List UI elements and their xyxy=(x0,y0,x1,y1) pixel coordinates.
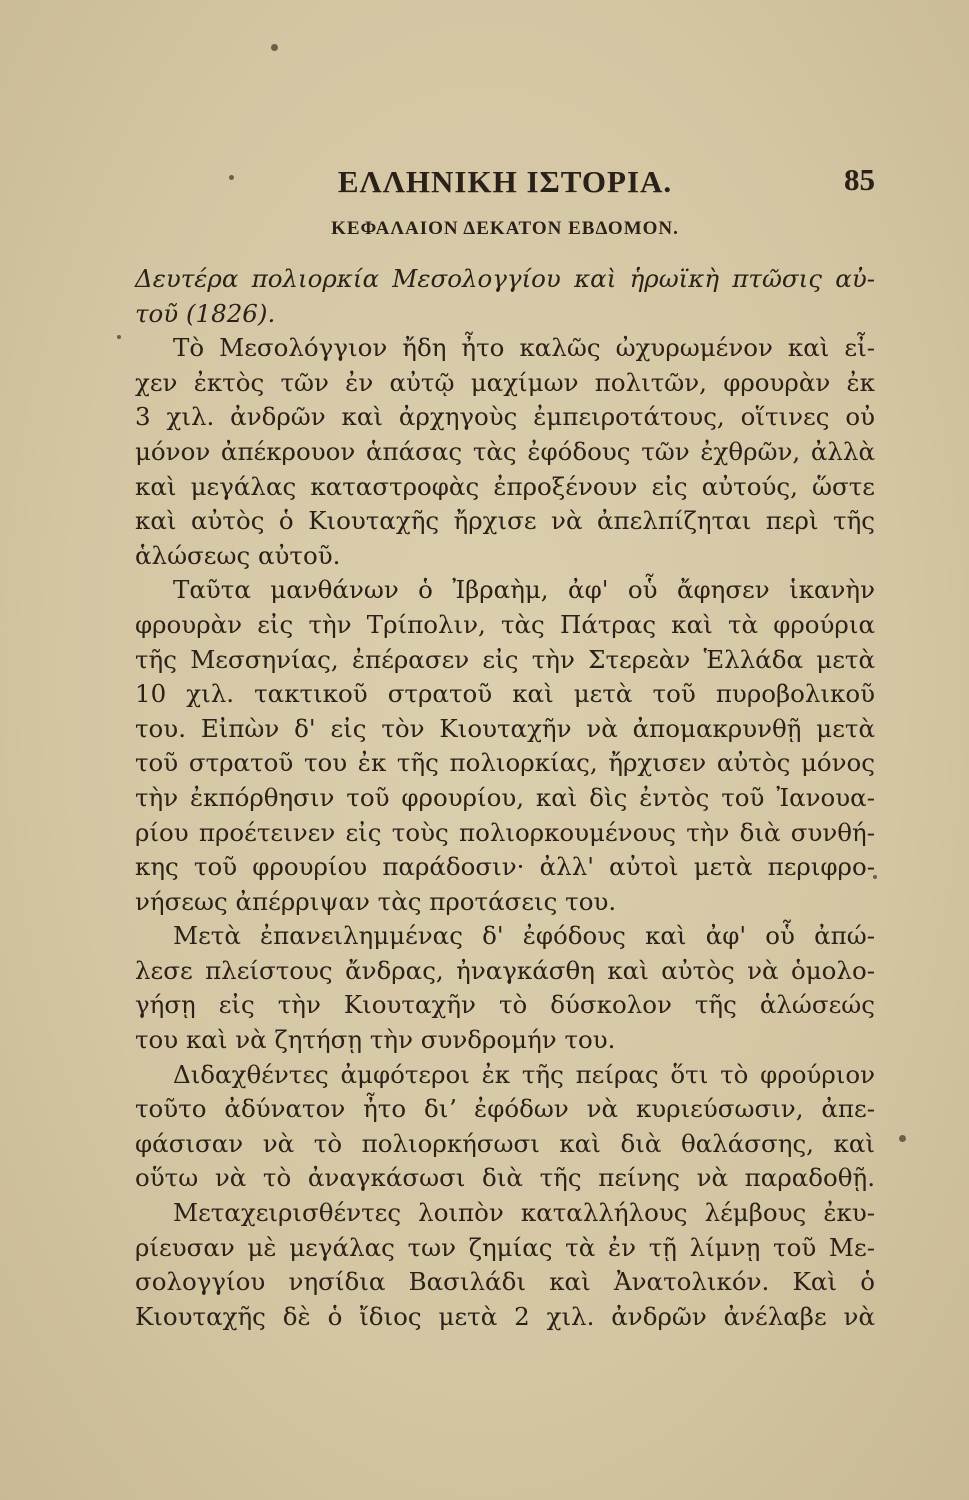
ink-speck xyxy=(271,44,278,51)
text-line: τοῦτο ἀδύνατον ἦτο διʼ ἐφόδων νὰ κυριεύσωσιν, ἀπε- xyxy=(135,1094,875,1124)
text-line: κης τοῦ φρουρίου παράδοσιν· ἀλλ' αὐτοὶ μετὰ περιφρο- xyxy=(135,852,875,882)
text-line: οὕτω νὰ τὸ ἀναγκάσωσι διὰ τῆς πείνης νὰ παραδοθῇ. xyxy=(135,1163,875,1193)
text-line: Διδαχθέντες ἀμφότεροι ἐκ τῆς πείρας ὅτι τὸ φρούριον xyxy=(173,1059,875,1089)
text-line: τὴν ἐκπόρθησιν τοῦ φρουρίου, καὶ δὶς ἐντὸς τοῦ Ἰανουα- xyxy=(135,782,875,812)
text-line: μόνον ἀπέκρουον ἁπάσας τὰς ἐφόδους τῶν ἐχθρῶν, ἀλλὰ xyxy=(135,436,875,466)
text-line: τῆς Μεσσηνίας, ἐπέρασεν εἰς τὴν Στερεὰν Ἑλλάδα μετὰ xyxy=(135,644,875,674)
text-line: καὶ αὐτὸς ὁ Κιουταχῆς ἤρχισε νὰ ἀπελπίζηται περὶ τῆς xyxy=(135,506,875,536)
text-line: Ταῦτα μανθάνων ὁ Ἰβραὴμ, ἀφ' οὗ ἄφησεν ἱκανὴν xyxy=(173,575,875,605)
page-header xyxy=(135,160,875,204)
page-number: 85 xyxy=(844,162,875,197)
body-text xyxy=(135,262,875,1334)
text-line: σολογγίου νησίδια Βασιλάδι καὶ Ἀνατολικόν. Καὶ ὁ xyxy=(135,1267,875,1297)
text-line: καὶ μεγάλας καταστροφὰς ἐπροξένουν εἰς αὐτούς, ὥστε xyxy=(135,471,875,501)
text-line: του. Εἰπὼν δ' εἰς τὸν Κιουταχῆν νὰ ἀπομακρυνθῇ μετὰ xyxy=(135,713,875,743)
text-line: Κιουταχῆς δὲ ὁ ἴδιος μετὰ 2 χιλ. ἀνδρῶν ἀνέλαβε νὰ xyxy=(135,1301,875,1331)
text-line: λεσε πλείστους ἄνδρας, ἠναγκάσθη καὶ αὐτὸς νὰ ὁμολο- xyxy=(135,955,875,985)
text-line: ἁλώσεως αὐτοῦ. xyxy=(135,540,341,570)
section-title-line: Δευτέρα πολιορκία Μεσολογγίου καὶ ἡρωϊκὴ πτῶσις αὐ- xyxy=(135,264,875,293)
ink-speck xyxy=(899,1135,906,1142)
text-line: Τὸ Μεσολόγγιον ἤδη ἦτο καλῶς ὠχυρωμένον καὶ εἶ- xyxy=(173,333,875,363)
text-line: τοῦ στρατοῦ του ἐκ τῆς πολιορκίας, ἤρχισεν αὐτὸς μόνος xyxy=(135,748,875,778)
text-line: ρίευσαν μὲ μεγάλας των ζημίας τὰ ἐν τῇ λίμνῃ τοῦ Με- xyxy=(135,1232,875,1262)
running-title: ΕΛΛΗΝΙΚΗ ΙΣΤΟΡΙΑ. xyxy=(337,164,673,199)
text-line: φρουρὰν εἰς τὴν Τρίπολιν, τὰς Πάτρας καὶ τὰ φρούρια xyxy=(135,609,875,639)
text-line: ρίου προέτεινεν εἰς τοὺς πολιορκουμένους τὴν διὰ συνθή- xyxy=(135,817,875,847)
text-line: 3 χιλ. ἀνδρῶν καὶ ἀρχηγοὺς ἐμπειροτάτους, οἵτινες οὐ xyxy=(135,402,875,432)
text-line: 10 χιλ. τακτικοῦ στρατοῦ καὶ μετὰ τοῦ πυροβολικοῦ xyxy=(135,679,875,709)
text-line: Μεταχειρισθέντες λοιπὸν καταλλήλους λέμβους ἐκυ- xyxy=(173,1198,875,1228)
text-line: γήσῃ εἰς τὴν Κιουταχῆν τὸ δύσκολον τῆς ἁλώσεώς xyxy=(135,990,875,1020)
chapter-title: ΚΕΦΑΛΑΙΟΝ ΔΕΚΑΤΟΝ ΕΒΔΟΜΟΝ. xyxy=(331,218,679,239)
section-title-line: τοῦ (1826). xyxy=(135,298,276,328)
text-line: Μετὰ ἐπανειλημμένας δ' ἐφόδους καὶ ἀφ' οὗ ἀπώ- xyxy=(173,921,875,951)
text-line: φάσισαν νὰ τὸ πολιορκήσωσι καὶ διὰ θαλάσσης, καὶ xyxy=(135,1128,875,1158)
ink-speck xyxy=(117,335,121,339)
text-line: του καὶ νὰ ζητήσῃ τὴν συνδρομήν του. xyxy=(135,1025,616,1055)
text-line: χεν ἐκτὸς τῶν ἐν αὐτῷ μαχίμων πολιτῶν, φρουρὰν ἐκ xyxy=(135,367,875,397)
text-line: νήσεως ἀπέρριψαν τὰς προτάσεις του. xyxy=(135,886,617,916)
